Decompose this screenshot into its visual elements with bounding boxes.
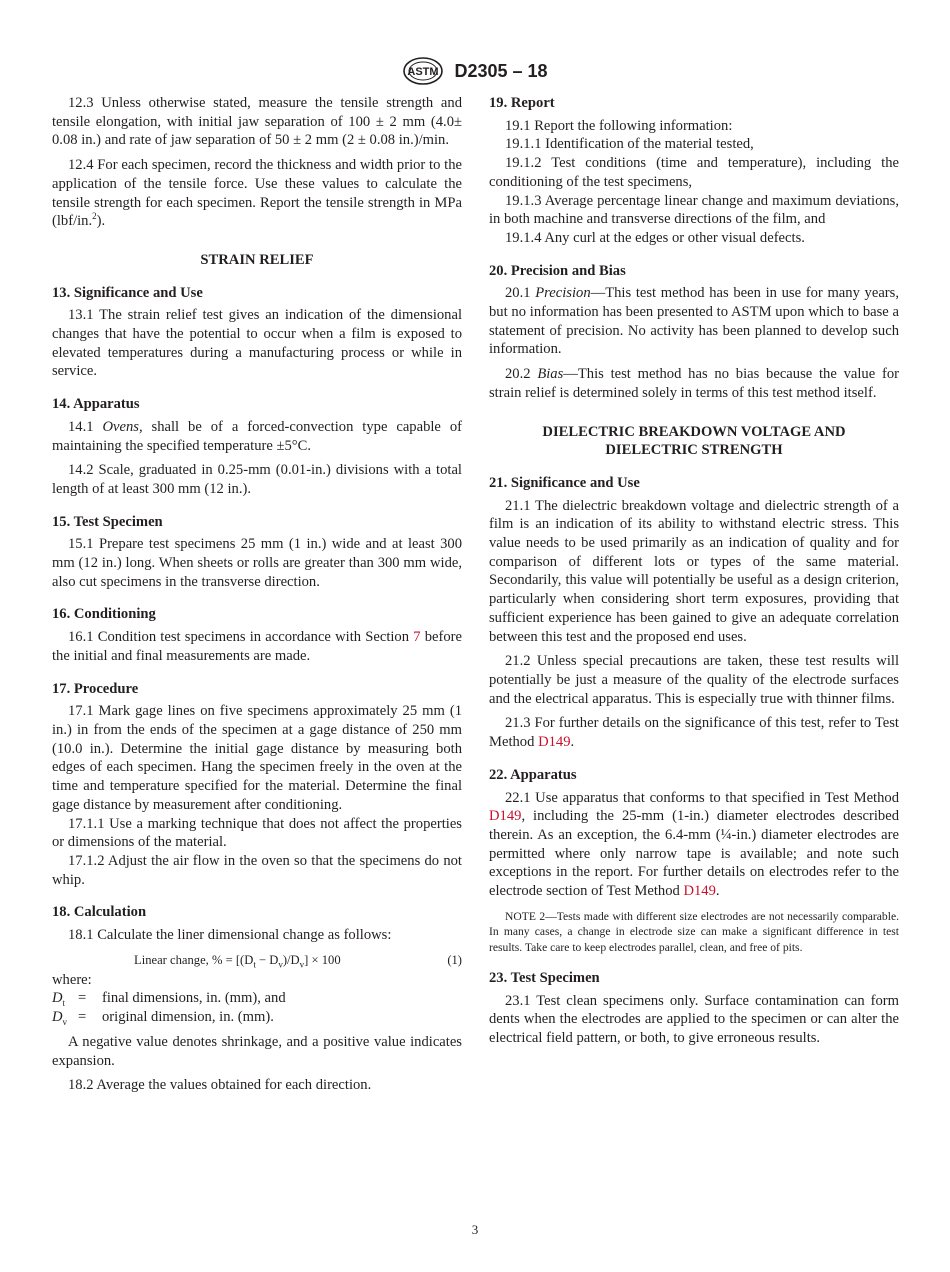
paragraph-19-1-1: 19.1.1 Identification of the material tested,	[505, 136, 754, 153]
section-15-heading: 15. Test Specimen	[52, 513, 163, 530]
paragraph-13-1: 13.1 The strain relief test gives an indication of the dimensional changes that have the potential to occur when a film is exposed to elevated temperatures during a manufacturing process or while in service.	[52, 307, 462, 380]
paragraph-19-1-4: 19.1.4 Any curl at the edges or other visual defects.	[505, 229, 805, 246]
paragraph-18-1: 18.1 Calculate the liner dimensional change as follows:	[68, 927, 392, 944]
paragraph-12-4: 12.4 For each specimen, record the thickness and width prior to the application of the tensile force. Use these values to calculate the tensile strength for each specimen. Report the tensile strength in MPa (lbf/in.$^2$).	[52, 157, 462, 230]
paragraph-21-1: 21.1 The dielectric breakdown voltage and dielectric strength of a film is an indication of its ability to withstand electric stress. This value needs to be used primarily as an indication of quality and for comparison of different lots or types of the same material. Secondarily, this value will potentially be useful as a design criterion, particularly when considering short term exposures, providing that sufficient experience has been gained to give an adequate correlation between this test and the proposed end uses.	[489, 497, 899, 645]
section-16-heading: 16. Conditioning	[52, 606, 156, 623]
astm-logo-icon	[402, 56, 444, 86]
d149-link[interactable]: D149	[489, 808, 522, 825]
paragraph-19-1: 19.1 Report the following information:	[505, 117, 733, 134]
equation-1-number: (1)	[447, 952, 462, 967]
page-header	[0, 56, 950, 86]
standard-designation: D2305 – 18	[454, 60, 548, 81]
svg-text:ASTM: ASTM	[407, 66, 440, 78]
paragraph-20-2: 20.2 Bias—This test method has no bias because the value for strain relief is determined solely in terms of this test method itself.	[489, 366, 899, 401]
section-17-heading: 17. Procedure	[52, 680, 139, 697]
paragraph-14-2: 14.2 Scale, graduated in 0.25-mm (0.01-in.) divisions with a total length of at least 300 mm (12 in.).	[52, 462, 462, 497]
paragraph-15-1: 15.1 Prepare test specimens 25 mm (1 in.) wide and at least 300 mm (12 in.) long. When sheets or rolls are greater than 300 mm wide, also cut specimens in the transverse direction.	[52, 536, 462, 590]
paragraph-21-3: 21.3 For further details on the significance of this test, refer to Test Method D149.	[489, 715, 899, 751]
section-23-heading: 23. Test Specimen	[489, 969, 600, 986]
section-13-heading: 13. Significance and Use	[52, 284, 203, 301]
equation-1-formula: Linear change, % = $[(D_t - D_v)/D_v] \times 100$	[134, 952, 341, 970]
where-row-dt: $D_t$ = final dimensions, in. (mm), and	[52, 990, 286, 1009]
section-18-heading: 18. Calculation	[52, 904, 147, 921]
section-19-heading: 19. Report	[489, 95, 555, 111]
section-21-heading: 21. Significance and Use	[489, 474, 640, 491]
section-20-heading: 20. Precision and Bias	[489, 262, 626, 279]
heading-dielectric: DIELECTRIC BREAKDOWN VOLTAGE AND DIELECTRIC STRENGTH	[542, 423, 846, 459]
paragraph-16-1: 16.1 Condition test specimens in accordance with Section 7 before the initial and final measurements are made.	[52, 629, 463, 664]
where-row-dv: $D_v$ = original dimension, in. (mm).	[52, 1009, 274, 1028]
heading-strain-relief: STRAIN RELIEF	[200, 251, 314, 268]
paragraph-17-1-1: 17.1.1 Use a marking technique that does not affect the properties or dimensions of the material.	[52, 815, 462, 851]
paragraph-23-1: 23.1 Test clean specimens only. Surface contamination can form dents when the electrodes are applied to the specimen or can alter the electrical field pattern, or both, to give erroneous results.	[489, 992, 899, 1047]
section-22-heading: 22. Apparatus	[489, 766, 577, 783]
paragraph-14-1: 14.1 Ovens, shall be of a forced-convection type capable of maintaining the specified temperature ±5°C.	[52, 418, 462, 454]
note-2: NOTE 2—Tests made with different size electrodes are not necessarily comparable. In many cases, a change in electrode size can make a significant difference in test results. Take care to keep electrodes parallel, clean, and free of pits.	[489, 909, 899, 954]
left-column	[52, 94, 462, 1095]
paragraph-18-2: 18.2 Average the values obtained for each direction.	[68, 1077, 372, 1094]
section-7-link[interactable]: 7	[413, 629, 421, 646]
equation-1	[52, 949, 462, 971]
d149-link[interactable]: D149	[538, 734, 571, 751]
d149-link[interactable]: D149	[683, 883, 716, 900]
paragraph-12-3: 12.3 Unless otherwise stated, measure the tensile strength and tensile elongation, with initial jaw separation of 100 ± 2 mm (4.0± 0.08 in.) and rate of jaw separation of 50 ± 2 mm (2 ± 0.08 in.)/min.	[52, 95, 462, 149]
paragraph-22-1: 22.1 Use apparatus that conforms to that specified in Test Method D149, including the 25-mm (1-in.) diameter electrodes described therein. As an exception, the 6.4-mm (¼-in.) diameter electrodes are permitted where only narrow tape is available; and note such exceptions in the report. For further details on electrodes refer to the electrode section of Test Method D149.	[489, 789, 899, 900]
paragraph-21-2: 21.2 Unless special precautions are taken, these test results will potentially be just a measure of the quality of the electrode surfaces and the electrical apparatus. This is especially true with thinner films.	[489, 653, 899, 707]
where-label: where:	[52, 971, 92, 988]
paragraph-19-1-2: 19.1.2 Test conditions (time and temperature), including the conditioning of the test specimens,	[489, 155, 899, 190]
paragraph-19-1-3: 19.1.3 Average percentage linear change and maximum deviations, in both machine and transverse directions of the film, and	[489, 192, 899, 228]
paragraph-17-1: 17.1 Mark gage lines on five specimens approximately 25 mm (1 in.) in from the ends of the specimen at a gage distance of 250 mm (10.0 in.). Determine the initial gage distance by measuring both edges of each specimen. Hang the specimen freely in the oven at the time and temperature specified for the material. Determine the final gage distance by measurement after conditioning.	[52, 703, 462, 813]
page-number: 3	[471, 1222, 479, 1237]
paragraph-20-1: 20.1 Precision—This test method has been in use for many years, but no information has been presented to ASTM upon which to base a statement of precision. No activity has been planned to develop such information.	[489, 285, 899, 358]
right-column	[489, 94, 899, 1048]
paragraph-negative-value: A negative value denotes shrinkage, and a positive value indicates expansion.	[52, 1033, 462, 1069]
section-14-heading: 14. Apparatus	[52, 396, 140, 413]
paragraph-17-1-2: 17.1.2 Adjust the air flow in the oven so that the specimens do not whip.	[52, 852, 462, 888]
